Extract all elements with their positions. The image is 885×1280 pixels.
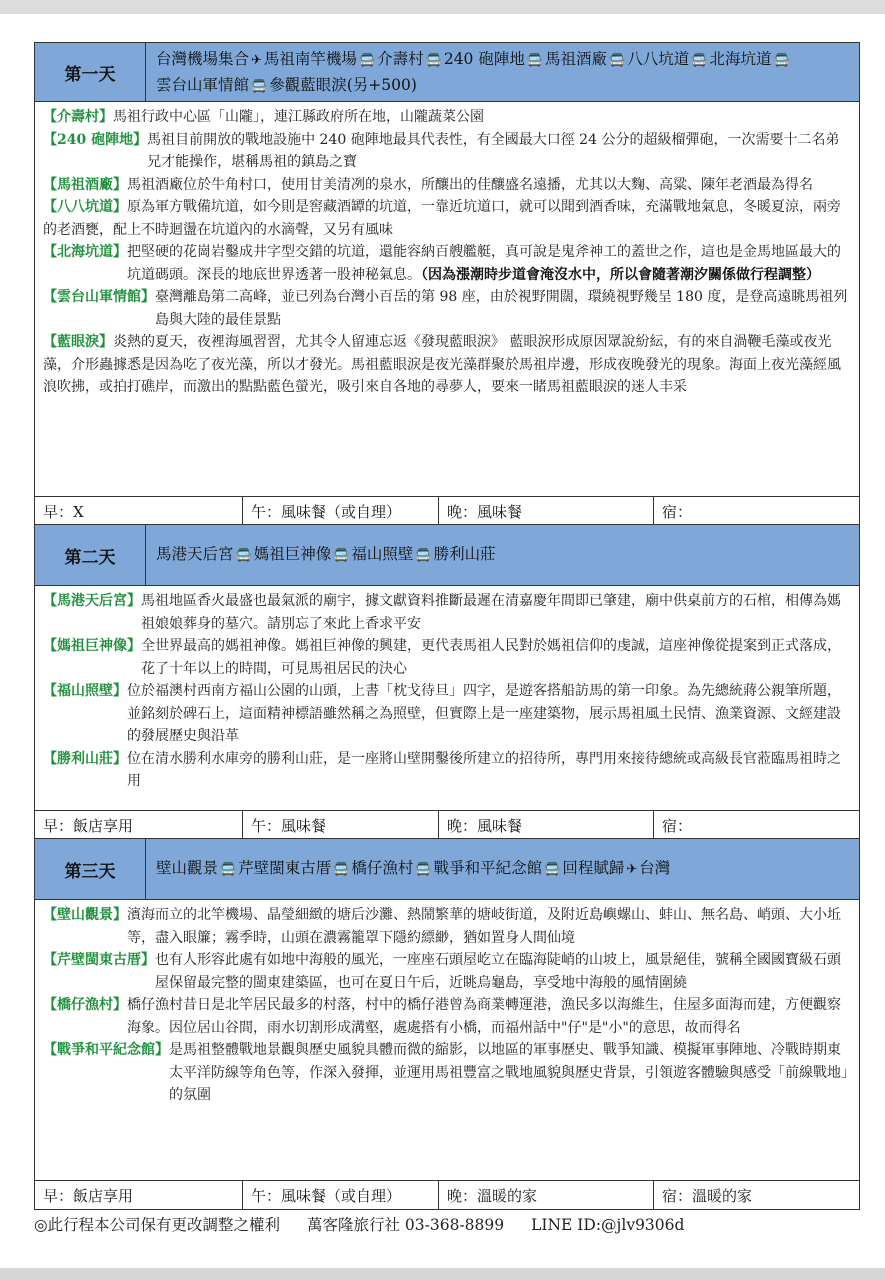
desc-tag: 【芹壁閩東古厝】: [43, 952, 155, 968]
day-2-label: 第二天: [35, 525, 146, 585]
stay-cell: 宿：: [662, 816, 693, 835]
day-2-meals: [35, 810, 859, 839]
route-stop: 媽祖巨神像: [253, 545, 332, 563]
lunch-cell: 午：風味餐（或自理）: [243, 497, 439, 525]
day-3-section: [34, 838, 860, 1210]
bus-icon: 🚍: [415, 862, 432, 877]
bus-icon: 🚍: [544, 862, 561, 877]
desc-text: 橋仔漁村昔日是北竿居民最多的村落，村中的橋仔港曾為商業轉運港，漁民多以海維生，住屋多面海而建，方便觀察海象。因位居山谷間，雨水切割形成溝壑，處處搭有小橋，而福州話中"仔"是"小"的意思，故而得名: [127, 997, 841, 1036]
day-2-route: [146, 525, 859, 585]
day-1-section: [34, 42, 860, 526]
day-2-section: [34, 524, 860, 840]
desc-tag: 【240 砲陣地】: [43, 131, 148, 148]
desc-tag: 【壁山觀景】: [43, 907, 127, 923]
dinner-cell: 晚：溫暖的家: [439, 1181, 654, 1209]
route-stop: 參觀藍眼淚(另+500): [269, 76, 417, 94]
desc-tag: 【媽祖巨神像】: [43, 638, 141, 654]
desc-item: [43, 748, 849, 793]
desc-item: [43, 106, 849, 129]
dinner-cell: 晚：風味餐: [439, 811, 654, 839]
route-stop: 馬港天后宮: [156, 545, 234, 563]
desc-tag: 【勝利山莊】: [43, 750, 127, 767]
desc-tag: 【橋仔漁村】: [43, 997, 127, 1013]
route-line: [156, 542, 496, 568]
footer-agency: 萬客隆旅行社 03-368-8899: [306, 1216, 505, 1234]
day-1-header: [35, 43, 859, 102]
route-stop: 戰爭和平紀念館: [433, 859, 543, 877]
desc-item: [43, 196, 849, 241]
desc-text: 馬祖目前開放的戰地設施中 240 砲陣地最具代表性，有全國最大口徑 24 公分的超級榴彈砲，一次需要十二名弟兄才能操作，堪稱馬祖的鎮島之寶: [147, 131, 840, 170]
desc-item: [43, 241, 849, 286]
desc-item: [43, 949, 849, 994]
route-stop: 台灣機場集合: [156, 50, 250, 68]
bus-icon: 🚍: [358, 53, 376, 68]
route-stop: 芹壁閩東古厝: [238, 859, 332, 877]
day-3-header: [35, 839, 859, 900]
bus-icon: 🚍: [526, 53, 544, 68]
bus-icon: 🚍: [609, 53, 626, 68]
route-stop: 勝利山莊: [433, 545, 496, 563]
route-stop: 雲台山軍情館: [156, 76, 250, 94]
desc-text: 馬祖地區香火最盛也最氣派的廟宇，據文獻資料推斷最遲在清嘉慶年間即已肇建，廟中供桌前方的石棺，相傳為媽祖娘娘葬身的墓穴。請別忘了來此上香求平安: [141, 593, 841, 632]
desc-item: [43, 174, 849, 197]
route-stop: 台灣: [639, 859, 671, 877]
route-stop: 八八坑道: [627, 50, 690, 68]
desc-text: 臺灣離島第二高峰，並已列為台灣小百岳的第 98 座，由於視野開闊，環繞視野幾呈 180 度，是登高遠眺馬祖列島與大陸的最佳景點: [155, 289, 848, 328]
day-2-descriptions: [35, 586, 859, 793]
desc-tag: 【馬港天后宮】: [43, 593, 141, 609]
desc-text: 位在清水勝利水庫旁的勝利山莊，是一座將山壁開鑿後所建立的招待所，專門用來接待總統或高級長官蒞臨馬祖時之用: [127, 750, 841, 789]
dinner-cell: 晚：風味餐: [439, 497, 654, 525]
day-1-descriptions: [35, 102, 859, 399]
desc-text-main: 把堅硬的花崗岩鑿成井字型交錯的坑道，還能容納百艘艦艇，真可說是鬼斧神工的蓋世之作，這也是金馬地區最大的坑道碼頭。深長的地底世界透著一股神秘氣息。: [127, 244, 841, 283]
desc-text: 原為軍方戰備坑道，如今則是窖藏酒罈的坑道，一靠近坑道口，就可以聞到酒香味，充滿戰地氣息，冬暖夏涼，兩旁的老酒甕，配上不時迴盪在坑道內的水滴聲，又另有風味: [43, 199, 841, 238]
desc-item: [43, 286, 849, 331]
desc-item: [43, 129, 849, 174]
route-stop: 北海坑道: [709, 50, 772, 68]
desc-text: 炎熱的夏天，夜裡海風習習，尤其令人留連忘返《發現藍眼淚》 藍眼淚形成原因眾說紛紜，有的來自渦鞭毛藻或夜光藻，介形蟲據悉是因為吃了夜光藻，所以才發光。馬祖藍眼淚是夜光藻群聚於馬祖岸邊，形成夜晚發光的現象。海面上夜光藻經風浪吹拂，或拍打礁岸，而激出的點點藍色螢光，吸引來自各地的尋夢人，要來一睹馬祖藍眼淚的迷人丰采: [43, 334, 841, 395]
desc-text: 濱海而立的北竿機場、晶瑩細緻的塘后沙灘、熱鬧繁華的塘岐街道，及附近島嶼螺山、蚌山、無名島、峭頭、大小坵等，盡入眼簾；霧季時，山頭在濃霧籠罩下隱約縹緲，猶如置身人間仙境: [127, 907, 841, 946]
desc-item: [43, 331, 849, 399]
bottom-shade: [0, 1268, 885, 1280]
desc-tag: 【戰爭和平紀念館】: [43, 1042, 169, 1058]
breakfast-cell: 早：飯店享用: [35, 1181, 243, 1209]
breakfast-cell: 早：飯店享用: [35, 811, 243, 839]
route-line: [156, 50, 792, 94]
desc-item: [43, 994, 849, 1039]
lunch-cell: 午：風味餐（或自理）: [243, 1181, 439, 1209]
footer: [34, 1213, 706, 1235]
route-stop: 介壽村: [377, 50, 424, 68]
day-3-meals: [35, 1180, 859, 1209]
stay-cell: 宿：: [662, 502, 693, 521]
route-stop: 壁山觀景: [156, 859, 219, 877]
bus-icon: 🚍: [691, 53, 708, 68]
desc-item: [43, 590, 849, 635]
day-1-label: 第一天: [35, 43, 146, 101]
bus-icon: 🚍: [415, 548, 432, 563]
desc-text: 位於福澳村西南方福山公園的山頭，上書「枕戈待旦」四字，是遊客搭船訪馬的第一印象。為先總統蔣公親筆所題，並銘刻於碑石上，這面精神標語雖然稱之為照壁，但實際上是一座建築物，展示馬祖風土民情、漁業資源、文經建設的發展歷史與沿革: [127, 683, 841, 744]
lunch-cell: 午：風味餐: [243, 811, 439, 839]
tide-note: （因為漲潮時步道會淹沒水中，所以會隨著潮汐關係做行程調整）: [421, 266, 820, 283]
route-stop: 回程賦歸: [562, 859, 625, 877]
top-shade: [0, 0, 885, 14]
desc-tag: 【藍眼淚】: [43, 334, 113, 350]
route-stop: 福山照壁: [351, 545, 414, 563]
day-3-descriptions: [35, 900, 859, 1107]
route-stop: 橋仔漁村: [351, 859, 414, 877]
bus-icon: 🚍: [333, 548, 350, 563]
day-1-route: [146, 43, 859, 101]
desc-tag: 【雲台山軍情館】: [43, 289, 155, 305]
bus-icon: 🚍: [773, 53, 790, 68]
desc-item: [43, 1039, 849, 1107]
desc-text: 馬祖酒廠位於牛角村口，使用甘美清冽的泉水，所釀出的佳釀盛名遠播，尤其以大麴、高粱、陳年老酒最為得名: [127, 176, 813, 193]
bus-icon: 🚍: [251, 79, 268, 94]
desc-text: 也有人形容此處有如地中海般的風光，一座座石頭屋屹立在臨海陡峭的山坡上，風景絕佳，號稱全國國寶級石頭屋保留最完整的閩東建築區，也可在夏日午后，近眺烏龜島，享受地中海般的風情圍繞: [155, 952, 841, 991]
desc-text: 全世界最高的媽祖神像。媽祖巨神像的興建，更代表馬祖人民對於媽祖信仰的虔誠，這座神像從提案到正式落成，花了十年以上的時間，可見馬祖居民的決心: [141, 638, 841, 677]
footer-line-id: LINE ID:@jlv9306d: [531, 1216, 685, 1234]
route-line: [156, 856, 670, 882]
desc-item: [43, 635, 849, 680]
airplane-icon: ✈: [626, 862, 638, 877]
desc-tag: 【馬祖酒廠】: [43, 176, 127, 193]
day-3-route: [146, 839, 859, 899]
footer-notice: ◎此行程本公司保有更改調整之權利: [34, 1216, 281, 1234]
desc-text: [127, 241, 849, 286]
bus-icon: 🚍: [235, 548, 252, 563]
desc-item: [43, 904, 849, 949]
day-3-label: 第三天: [35, 839, 146, 899]
breakfast-cell: 早：X: [35, 497, 243, 525]
desc-tag: 【介壽村】: [43, 109, 113, 125]
bus-icon: 🚍: [425, 53, 442, 68]
day-2-header: [35, 525, 859, 586]
day-1-meals: [35, 496, 859, 525]
airplane-icon: ✈: [251, 53, 262, 68]
desc-tag: 【北海坑道】: [43, 244, 127, 260]
bus-icon: 🚍: [220, 862, 237, 877]
desc-item: [43, 680, 849, 748]
desc-text: 是馬祖整體戰地景觀與歷史風貌具體而微的縮影，以地區的軍事歷史、戰爭知識、模擬軍事陣地、冷戰時期東太平洋防線等角色等，作深入發揮，並運用馬祖豐富之戰地風貌與歷史背景，引領遊客體驗與感受「前線戰地」的氛圍: [169, 1042, 848, 1103]
stay-cell: 宿：溫暖的家: [662, 1186, 753, 1205]
bus-icon: 🚍: [333, 862, 350, 877]
route-stop: 馬祖酒廠: [545, 50, 608, 68]
route-stop: 240 砲陣地: [443, 50, 525, 68]
desc-tag: 【福山照壁】: [43, 683, 127, 699]
route-stop: 馬祖南竿機場: [263, 50, 357, 68]
desc-tag: 【八八坑道】: [43, 199, 127, 215]
desc-text: 馬祖行政中心區「山隴」，連江縣政府所在地，山隴蔬菜公園: [113, 109, 484, 125]
